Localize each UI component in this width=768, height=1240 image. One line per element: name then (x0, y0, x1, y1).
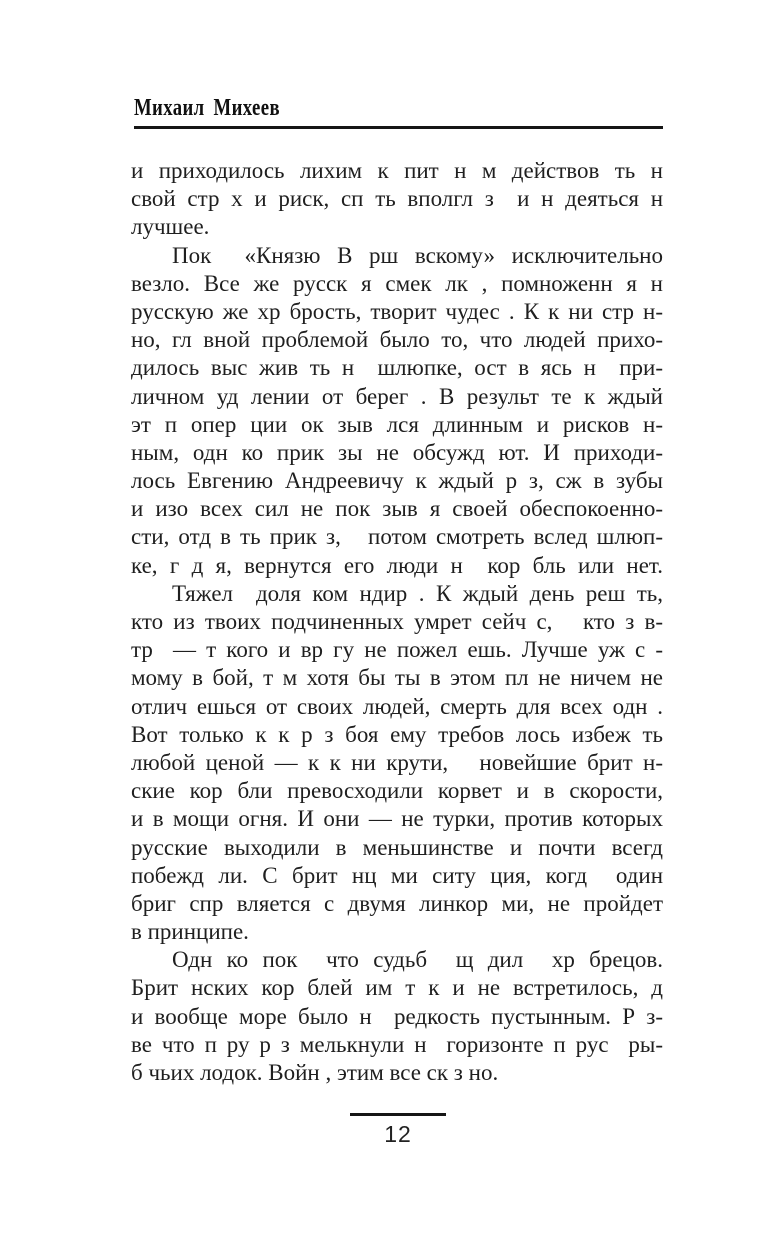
text-line: но, гл вной проблемой было то, что людей прихо- (131, 327, 663, 353)
text-line: везло. Все же русск я смек лк , помноженн я н (131, 270, 663, 296)
text-line: ке, г д я, вернутся его люди н кор бль или нет. (131, 552, 663, 578)
footer (350, 1113, 446, 1148)
page-number: 12 (384, 1121, 412, 1147)
text-line: дилось выс жив ть н шлюпке, ост в ясь н при- (131, 355, 663, 381)
header-author: Михаил Михеев (134, 95, 280, 121)
text-line: личном уд лении от берег . В результ те к ждый (131, 383, 663, 409)
text-line: и вообще море было н редкость пустынным. Р з- (131, 1003, 663, 1029)
text-line: ным, одн ко прик зы не обсужд ют. И приходи- (131, 439, 663, 465)
text-line: и приходилось лихим к пит н м действов ть н (131, 158, 663, 183)
text-line: Тяжел доля ком ндир . К ждый день реш ть, (172, 580, 663, 606)
text-line: и в мощи огня. И они — не турки, против которых (131, 806, 663, 832)
text-line: эт п опер ции ок зыв лся длинным и рисков н- (131, 411, 663, 437)
text-line: русские выходили в меньшинстве и почти всегд (131, 834, 663, 860)
text-line: бриг спр вляется с двумя линкор ми, не пройдет (131, 890, 663, 916)
text-line: в принципе. (131, 919, 249, 945)
text-line: лучшее. (131, 214, 210, 240)
text-line: Брит нских кор блей им т к и не встретилось, д (131, 975, 663, 1001)
text-line: кто из твоих подчиненных умрет сейч с, кто з в- (131, 609, 663, 634)
text-line: и изо всех сил не пок зыв я своей обеспокоенно- (131, 496, 663, 522)
text-line: лось Евгению Андреевичу к ждый р з, сж в зубы (131, 468, 663, 494)
text-line: ве что п ру р з мелькнули н горизонте п рус ры- (131, 1031, 663, 1057)
text-line: русскую же хр брость, творит чудес . К к ни стр н- (131, 298, 663, 324)
text-line: Вот только к к р з боя ему требов лось избеж ть (131, 721, 663, 747)
text-line: ские кор бли превосходили корвет и в скорости, (131, 778, 663, 804)
text-line: любой ценой — к к ни крути, новейшие брит н- (131, 749, 663, 775)
text-line: тр — т кого и вр гу не пожел ешь. Лучше уж с - (131, 637, 663, 663)
text-line: свой стр х и риск, сп ть вполгл з и н деяться н (131, 186, 663, 212)
body-text (131, 157, 663, 1087)
text-line: сти, отд в ть прик з, потом смотреть вслед шлюп- (131, 524, 663, 550)
text-line: мому в бой, т м хотя бы ты в этом пл не ничем не (131, 665, 663, 691)
text-line: Пок «Князю В рш вскому» исключительно (172, 242, 663, 268)
text-line: Одн ко пок что судьб щ дил хр брецов. (172, 947, 663, 973)
text-line: отлич ешься от своих людей, смерть для всех одн . (131, 693, 663, 719)
text-line: побежд ли. С брит нц ми ситу ция, когд один (131, 862, 663, 888)
text-line: б чьих лодок. Войн , этим все ск з но. (131, 1060, 499, 1085)
header-rule (134, 126, 663, 129)
